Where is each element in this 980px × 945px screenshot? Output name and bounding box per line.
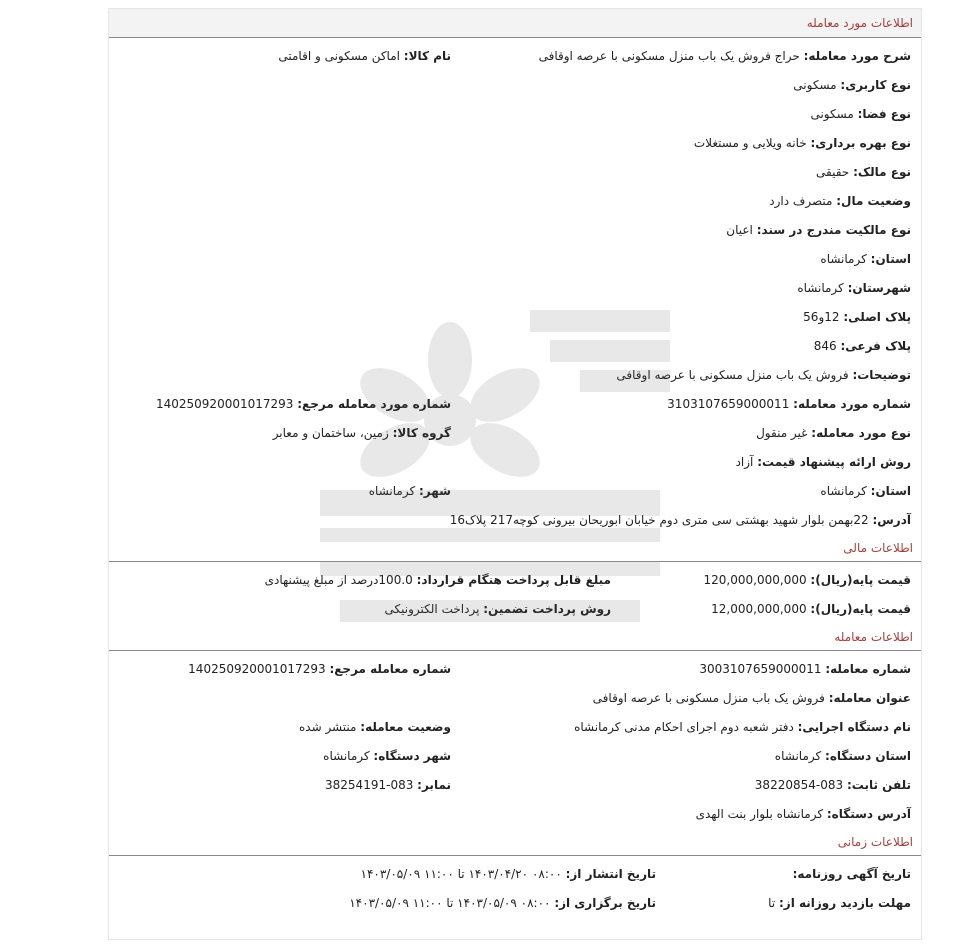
property-status-label: وضعیت مال: [836, 194, 911, 208]
guarantee-method-value: پرداخت الکترونیکی [384, 602, 480, 616]
usage-type-label: نوع کاربری: [840, 78, 911, 92]
deal-number-value: 3103107659000011 [667, 397, 790, 411]
goods-group-value: زمین، ساختمان و معابر [272, 426, 389, 440]
address-label: آدرس: [872, 513, 911, 527]
city-label: شهر: [419, 484, 451, 498]
space-type-value: مسکونی [810, 107, 854, 121]
phone-label: تلفن ثابت: [846, 778, 911, 792]
sub-plate-value: 846 [813, 339, 837, 353]
fax-label: نمابر: [417, 778, 451, 792]
notes-value: فروش یک باب منزل مسکونی با عرصه اوقافی [616, 368, 849, 382]
base-price2-label: قیمت پایه(ریال): [810, 602, 911, 616]
payable-on-contract-value: 100.0درصد از مبلغ پیشنهادی [264, 573, 413, 587]
publish-date-value: ۰۸:۰۰ ۱۴۰۳/۰۴/۲۰ تا ۱۱:۰۰ ۱۴۰۳/۰۵/۰۹ [360, 867, 562, 881]
row-county [109, 274, 921, 303]
org-address-value: کرمانشاه بلوار بنت الهدی [695, 807, 824, 821]
row-visit-holding [109, 889, 921, 918]
address-value: 22بهمن بلوار شهید بهشتی سی متری دوم خیابان ابوریحان بیرونی کوچه217 پلاک16 [449, 513, 869, 527]
ownership-in-deed-label: نوع مالکیت مندرج در سند: [756, 223, 911, 237]
transaction-title-label: عنوان معامله: [828, 691, 911, 705]
org-city-label: شهر دستگاه: [373, 749, 451, 763]
row-executive-org [109, 713, 921, 742]
notes-label: توضیحات: [852, 368, 911, 382]
row-notes [109, 361, 921, 390]
province-value: کرمانشاه [820, 252, 867, 266]
row-space-type [109, 100, 921, 129]
exploitation-type-label: نوع بهره برداری: [810, 136, 911, 150]
main-plate-label: پلاک اصلی: [843, 310, 911, 324]
executive-org-value: دفتر شعبه دوم اجرای احکام مدنی کرمانشاه [574, 720, 794, 734]
org-province-label: استان دستگاه: [825, 749, 911, 763]
org-province-value: کرمانشاه [774, 749, 822, 763]
row-province-city [109, 477, 921, 506]
reference-number-value: 140250920001017293 [155, 397, 294, 411]
auction-details-panel [108, 8, 922, 940]
main-plate-value: 12و56 [803, 310, 840, 324]
row-price-method [109, 448, 921, 477]
divider [109, 855, 921, 856]
row-address [109, 506, 921, 535]
row-guarantee [109, 595, 921, 624]
transaction-number-value: 3003107659000011 [699, 662, 822, 676]
visit-deadline-value: تا [768, 896, 776, 910]
city-value: کرمانشاه [368, 484, 416, 498]
owner-type-value: حقیقی [816, 165, 850, 179]
goods-name-value: اماکن مسکونی و اقامتی [278, 49, 400, 63]
transaction-title-value: فروش یک باب منزل مسکونی با عرصه اوقافی [592, 691, 825, 705]
province2-label: استان: [870, 484, 911, 498]
row-ownership-in-deed [109, 216, 921, 245]
row-org-address [109, 800, 921, 829]
row-base-price [109, 566, 921, 595]
transaction-number-label: شماره معامله: [825, 662, 911, 676]
newspaper-date-label: تاریخ آگهی روزنامه: [792, 867, 911, 881]
deal-item-type-value: غیر منقول [756, 426, 808, 440]
phone-value: 083-38220854 [754, 778, 844, 792]
province2-value: کرمانشاه [820, 484, 867, 498]
usage-type-value: مسکونی [793, 78, 837, 92]
holding-date-value: ۰۸:۰۰ ۱۴۰۳/۰۵/۰۹ تا ۱۱:۰۰ ۱۴۰۳/۰۵/۰۹ [349, 896, 551, 910]
price-method-label: روش ارائه پیشنهاد قیمت: [757, 455, 911, 469]
publish-date-label: تاریخ انتشار از: [565, 867, 656, 881]
description-label: شرح مورد معامله: [803, 49, 911, 63]
section-title-timing: اطلاعات زمانی [837, 835, 913, 849]
row-main-plate [109, 303, 921, 332]
goods-name-label: نام کالا: [403, 49, 451, 63]
row-deal-item-type [109, 419, 921, 448]
row-newspaper-publish [109, 860, 921, 889]
base-price-value: 120,000,000,000 [703, 573, 807, 587]
row-exploitation-type [109, 129, 921, 158]
row-sub-plate [109, 332, 921, 361]
base-price2-value: 12,000,000,000 [711, 602, 807, 616]
row-org-location [109, 742, 921, 771]
row-province [109, 245, 921, 274]
org-address-label: آدرس دستگاه: [826, 807, 911, 821]
executive-org-label: نام دستگاه اجرایی: [797, 720, 911, 734]
transaction-status-label: وضعیت معامله: [360, 720, 451, 734]
description-value: حراج فروش یک باب منزل مسکونی با عرصه اوقافی [538, 49, 800, 63]
row-description [109, 42, 921, 71]
guarantee-method-label: روش پرداخت تضمین: [483, 602, 611, 616]
row-phone-fax [109, 771, 921, 800]
province-label: استان: [870, 252, 911, 266]
transaction-status-value: منتشر شده [298, 720, 357, 734]
fax-value: 083-38254191 [325, 778, 414, 792]
section-title-transaction: اطلاعات معامله [834, 630, 913, 644]
sub-plate-label: پلاک فرعی: [840, 339, 911, 353]
payable-on-contract-label: مبلغ قابل پرداخت هنگام قرارداد: [416, 573, 611, 587]
reference-number-label: شماره مورد معامله مرجع: [297, 397, 451, 411]
row-transaction-number [109, 655, 921, 684]
deal-item-type-label: نوع مورد معامله: [811, 426, 911, 440]
divider [109, 650, 921, 651]
deal-number-label: شماره مورد معامله: [793, 397, 911, 411]
section-title-financial: اطلاعات مالی [843, 541, 913, 555]
property-status-value: متصرف دارد [769, 194, 833, 208]
owner-type-label: نوع مالک: [853, 165, 911, 179]
ownership-in-deed-value: اعیان [726, 223, 753, 237]
row-transaction-title [109, 684, 921, 713]
county-value: کرمانشاه [797, 281, 844, 295]
org-city-value: کرمانشاه [323, 749, 370, 763]
transaction-reference-value: 140250920001017293 [188, 662, 326, 676]
row-property-status [109, 187, 921, 216]
county-label: شهرستان: [847, 281, 911, 295]
visit-deadline-label: مهلت بازدید روزانه از: [779, 896, 911, 910]
price-method-value: آزاد [735, 455, 754, 469]
section-title-deal-info: اطلاعات مورد معامله [109, 9, 921, 37]
space-type-label: نوع فضا: [857, 107, 911, 121]
divider [109, 561, 921, 562]
base-price-label: قیمت پایه(ریال): [810, 573, 911, 587]
holding-date-label: تاریخ برگزاری از: [554, 896, 656, 910]
row-usage-type [109, 71, 921, 100]
goods-group-label: گروه کالا: [392, 426, 451, 440]
exploitation-type-value: خانه ویلایی و مستغلات [693, 136, 807, 150]
row-deal-number [109, 390, 921, 419]
divider [109, 37, 921, 38]
transaction-reference-label: شماره معامله مرجع: [329, 662, 451, 676]
row-owner-type [109, 158, 921, 187]
